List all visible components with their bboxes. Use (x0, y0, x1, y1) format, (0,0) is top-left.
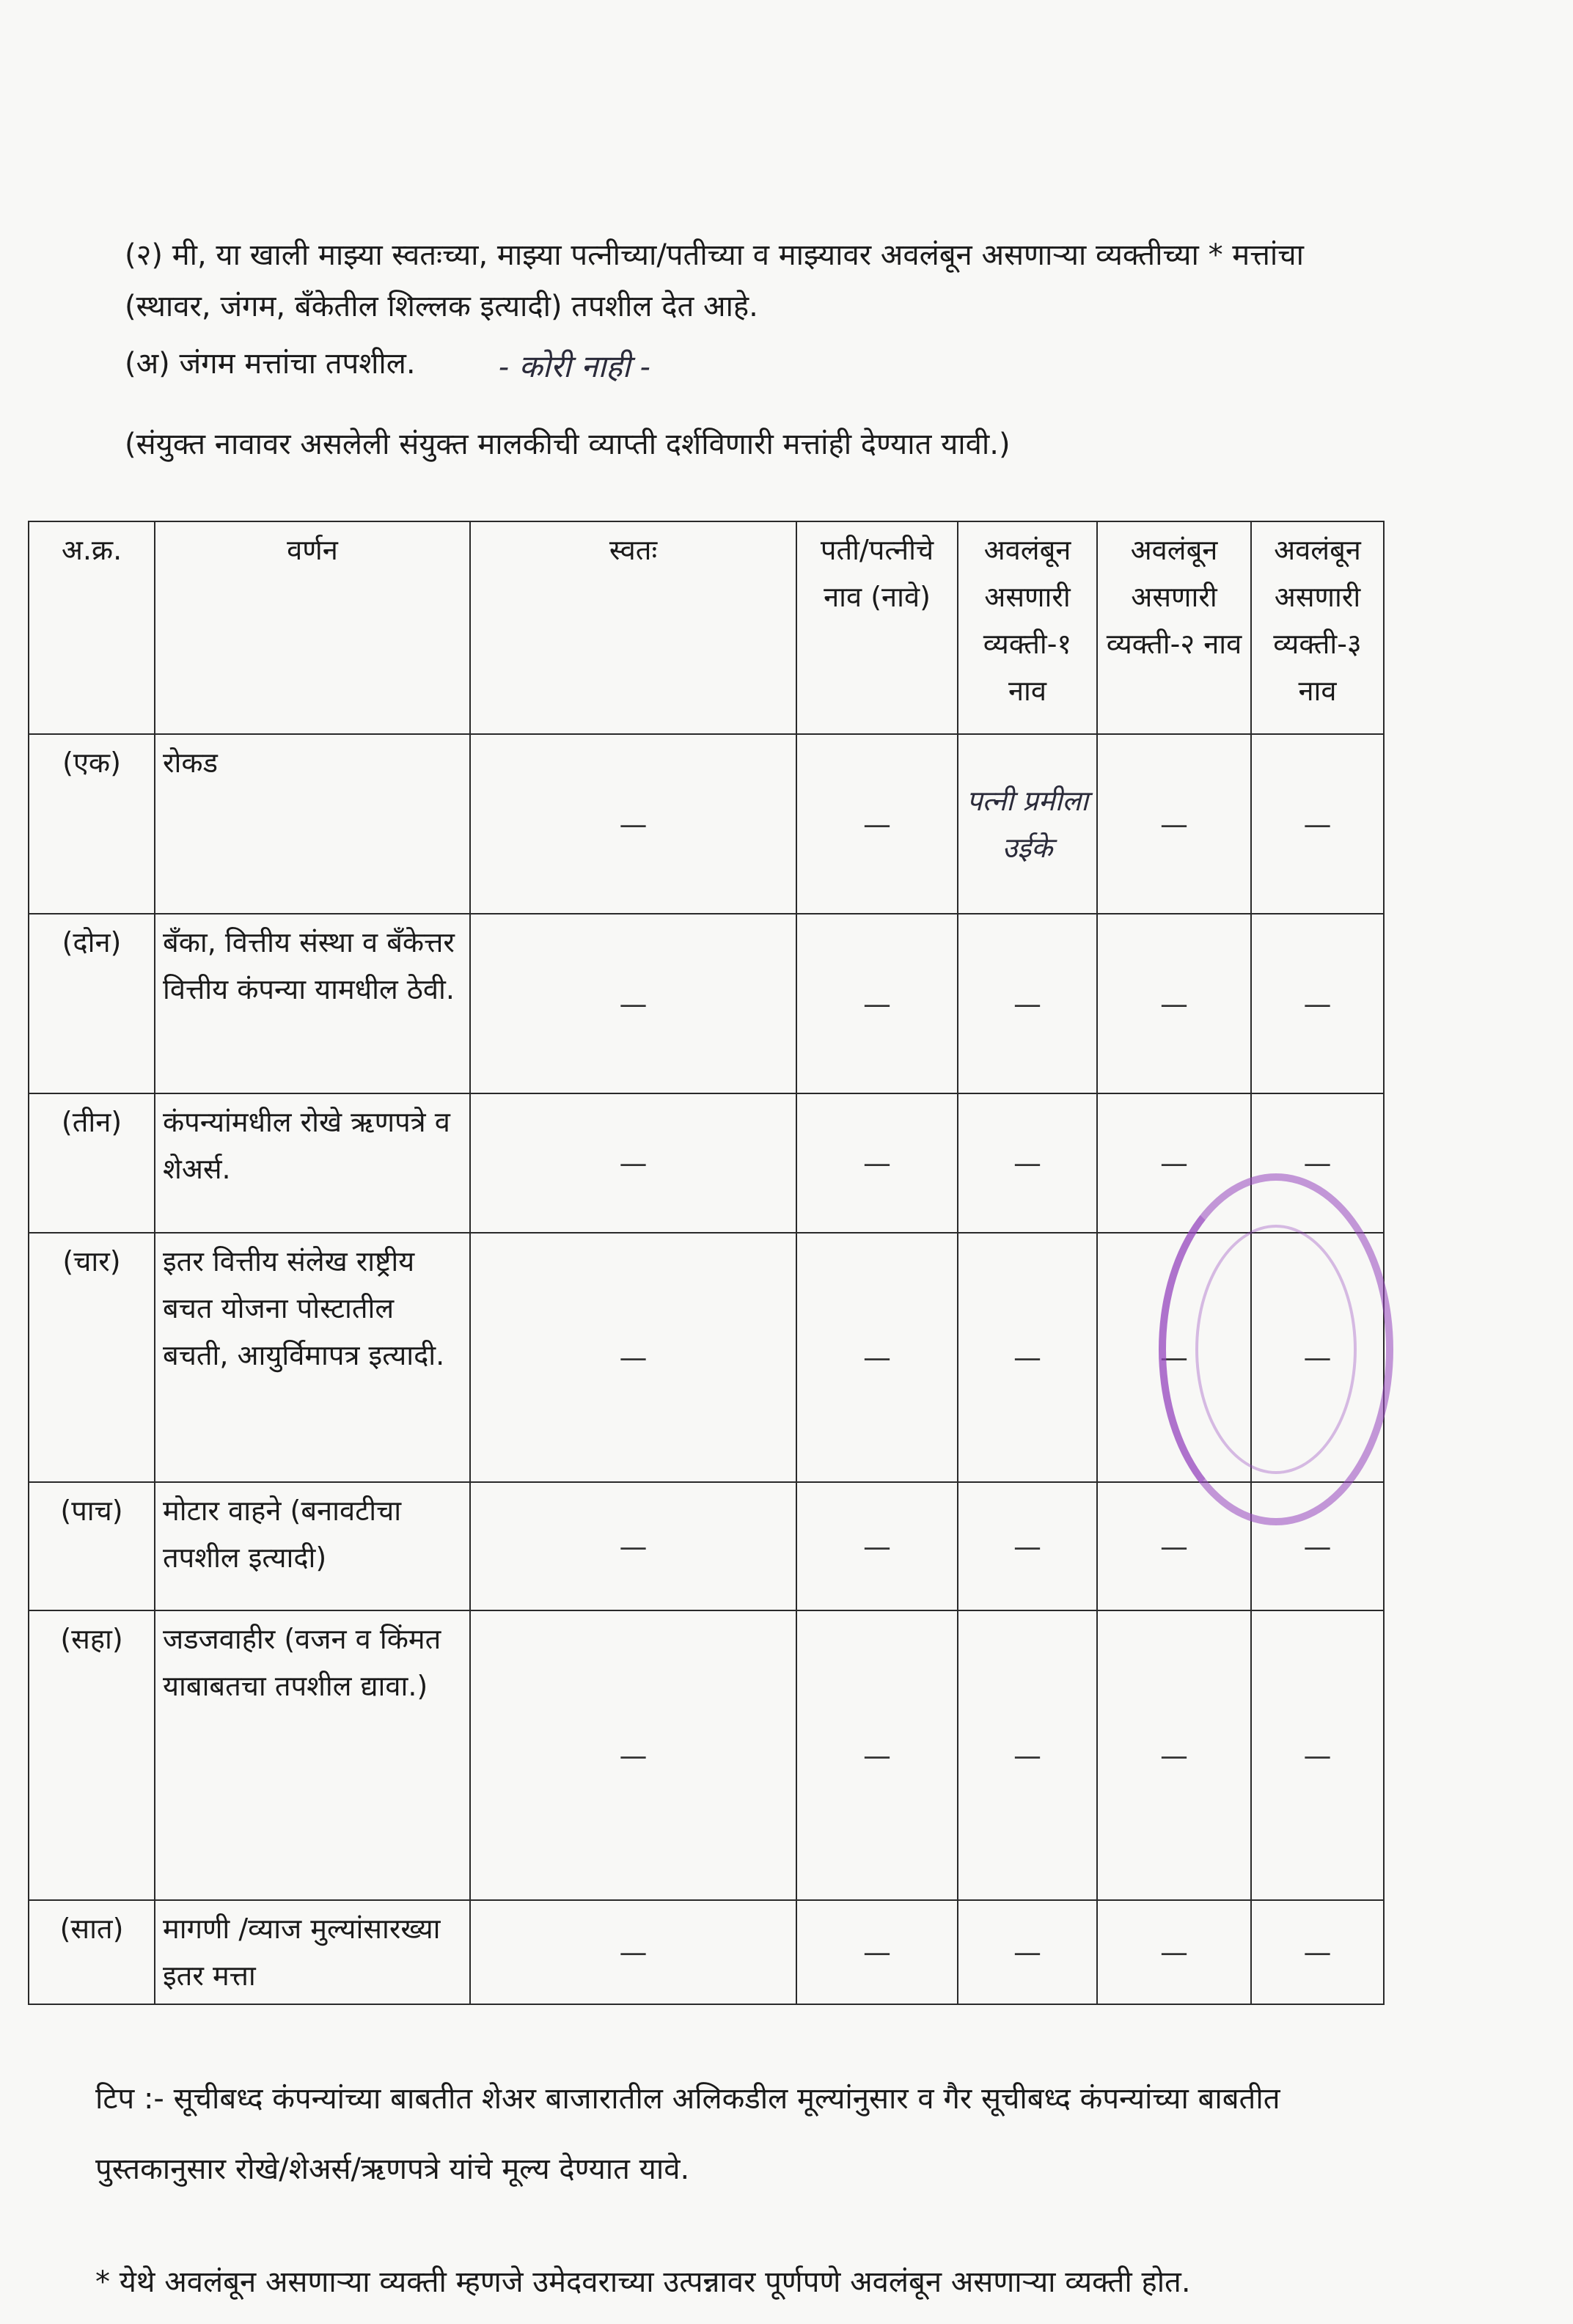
row-dependent-3-value: — (1251, 1610, 1384, 1900)
table-header-row (29, 521, 1384, 734)
row-dependent-1-value: — (958, 1610, 1097, 1900)
table-row (29, 1610, 1384, 1900)
row-spouse-value: — (796, 1093, 958, 1233)
row-description: मोटार वाहने (बनावटीचा तपशील इत्यादी) (155, 1482, 470, 1610)
row-description: बँका, वित्तीय संस्था व बँकेत्तर वित्तीय कंपन्या यामधील ठेवी. (155, 914, 470, 1093)
intro-line-2: (स्थावर, जंगम, बँकेतील शिल्लक इत्यादी) तपशील देत आहे. (125, 290, 758, 323)
row-description: रोकड (155, 734, 470, 914)
row-dependent-3-value: — (1251, 1093, 1384, 1233)
row-dependent-2-value: — (1097, 1233, 1251, 1482)
row-dependent-1-value: — (958, 1482, 1097, 1610)
header-description: वर्णन (155, 521, 470, 734)
header-serial: अ.क्र. (29, 521, 155, 734)
row-serial: (पाच) (29, 1482, 155, 1610)
table-row (29, 1900, 1384, 2004)
row-dependent-1-value: — (958, 1233, 1097, 1482)
intro-line-4: (संयुक्त नावावर असलेली संयुक्त मालकीची व्याप्ती दर्शविणारी मत्तांही देण्यात यावी.) (125, 428, 1011, 461)
row-dependent-3-value: — (1251, 734, 1384, 914)
header-self: स्वतः (470, 521, 796, 734)
intro-line-3: (अ) जंगम मत्तांचा तपशील. (125, 347, 416, 381)
row-dependent-2-value: — (1097, 914, 1251, 1093)
row-dependent-1-value: — (958, 1900, 1097, 2004)
row-serial: (सात) (29, 1900, 155, 2004)
row-self-value: — (470, 1482, 796, 1610)
row-description: इतर वित्तीय संलेख राष्ट्रीय बचत योजना पोस्टातील बचती, आयुर्विमापत्र इत्यादी. (155, 1233, 470, 1482)
row-spouse-value: — (796, 734, 958, 914)
row-dependent-3-value: — (1251, 1482, 1384, 1610)
row-self-value: — (470, 1093, 796, 1233)
row-serial: (चार) (29, 1233, 155, 1482)
row-self-value: — (470, 734, 796, 914)
header-spouse: पती/पत्नीचे नाव (नावे) (796, 521, 958, 734)
intro-line-1: (२) मी, या खाली माझ्या स्वतःच्या, माझ्या पत्नीच्या/पतीच्या व माझ्यावर अवलंबून असणाऱ्या व्यक्तीच्या * मत्तांचा (125, 238, 1304, 272)
row-self-value: — (470, 914, 796, 1093)
row-self-value: — (470, 1610, 796, 1900)
note-line-1: टिप :- सूचीबध्द कंपन्यांच्या बाबतीत शेअर बाजारातील अलिकडील मूल्यांनुसार व गैर सूचीबध्द कंपन्यांच्या बाबतीत (95, 2082, 1280, 2116)
row-dependent-2-value: — (1097, 1610, 1251, 1900)
court-stamp (1159, 1173, 1393, 1525)
row-self-value: — (470, 1900, 796, 2004)
row-description: जडजवाहीर (वजन व किंमत याबाबतचा तपशील द्यावा.) (155, 1610, 470, 1900)
row-description: कंपन्यांमधील रोखे ऋणपत्रे व शेअर्स. (155, 1093, 470, 1233)
row-serial: (दोन) (29, 914, 155, 1093)
table-row (29, 734, 1384, 914)
handwritten-none-note: - कोरी नाही - (499, 348, 650, 384)
row-spouse-value: — (796, 914, 958, 1093)
row-dependent-3-value: — (1251, 1233, 1384, 1482)
row-dependent-3-value: — (1251, 914, 1384, 1093)
row-dependent-1-value: — (958, 914, 1097, 1093)
row-dependent-1-value: पत्नी प्रमीला उईके (958, 734, 1097, 914)
row-self-value: — (470, 1233, 796, 1482)
header-dependent-1: अवलंबून असणारी व्यक्ती-१ नाव (958, 521, 1097, 734)
footnote: * येथे अवलंबून असणाऱ्या व्यक्ती म्हणजे उमेदवराच्या उत्पन्नावर पूर्णपणे अवलंबून असणाऱ्या व्यक्ती होत. (95, 2265, 1191, 2299)
row-dependent-1-value: — (958, 1093, 1097, 1233)
note-line-2: पुस्तकानुसार रोखे/शेअर्स/ऋणपत्रे यांचे मूल्य देण्यात यावे. (95, 2152, 690, 2186)
row-spouse-value: — (796, 1233, 958, 1482)
row-description: मागणी /व्याज मुल्यांसारख्या इतर मत्ता (155, 1900, 470, 2004)
row-serial: (तीन) (29, 1093, 155, 1233)
header-dependent-2: अवलंबून असणारी व्यक्ती-२ नाव (1097, 521, 1251, 734)
table-row (29, 1093, 1384, 1233)
row-dependent-2-value: — (1097, 1482, 1251, 1610)
row-dependent-3-value: — (1251, 1900, 1384, 2004)
row-dependent-2-value: — (1097, 734, 1251, 914)
row-dependent-2-value: — (1097, 1093, 1251, 1233)
table-row (29, 914, 1384, 1093)
row-spouse-value: — (796, 1900, 958, 2004)
row-spouse-value: — (796, 1610, 958, 1900)
header-dependent-3: अवलंबून असणारी व्यक्ती-३ नाव (1251, 521, 1384, 734)
table-row (29, 1482, 1384, 1610)
row-serial: (सहा) (29, 1610, 155, 1900)
row-spouse-value: — (796, 1482, 958, 1610)
row-serial: (एक) (29, 734, 155, 914)
row-dependent-2-value: — (1097, 1900, 1251, 2004)
